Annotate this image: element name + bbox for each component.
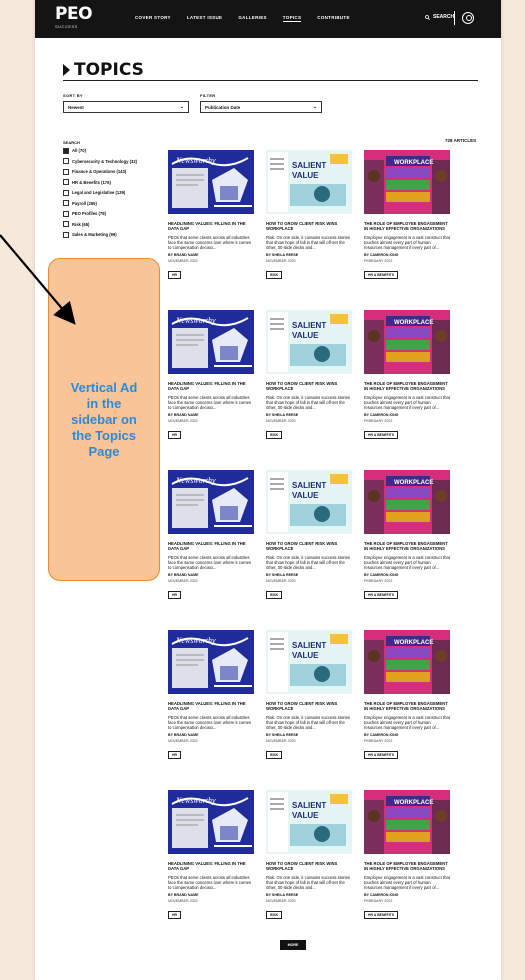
article-card[interactable] [364, 150, 450, 281]
article-excerpt: PEOs that serve clients across all industries face the same concerns over where it comes to compensation decisio... [168, 554, 252, 571]
article-title[interactable]: HEADLINING VALUES: FILLING IN THE DATA GAP [168, 221, 246, 232]
topic-filter-label: PEO Profiles (79) [72, 211, 106, 216]
article-excerpt: Employee engagement is a vast construct that touches almost every part of human resources management if every part of... [364, 554, 450, 571]
article-byline: BY BRAND NAME [168, 893, 199, 898]
article-thumbnail[interactable] [364, 630, 450, 694]
checkbox[interactable] [63, 190, 69, 196]
article-date: NOVEMBER 2023 [168, 739, 198, 744]
topic-filter-item[interactable] [63, 148, 143, 154]
article-excerpt: Risk: On one side, it contains success stories that show hope of fall in that will off-set the other, 30 slide decks and... [266, 874, 351, 891]
article-tag[interactable]: HR & BENEFITS [364, 911, 398, 919]
article-title[interactable]: HEADLINING VALUES: FILLING IN THE DATA GAP [168, 861, 246, 872]
article-byline: BY SHEILA REESE [266, 253, 299, 258]
article-date: FEBRUARY 2023 [364, 579, 393, 584]
article-excerpt: Risk: On one side, it contains success stories that show hope of fall in that will off-set the other, 30 slide decks and... [266, 234, 351, 251]
article-date: NOVEMBER 2023 [266, 579, 296, 584]
checkbox[interactable] [63, 179, 69, 185]
filter-select[interactable] [200, 101, 322, 113]
article-date: NOVEMBER 2023 [168, 259, 198, 264]
article-byline: BY SHEILA REESE [266, 413, 299, 418]
article-title[interactable]: THE ROLE OF EMPLOYEE ENGAGEMENT IN HIGHLY EFFECTIVE ORGANIZATIONS [364, 381, 448, 392]
article-title[interactable]: HOW TO GROW CLIENT RISK WINS WORKPLACE [266, 701, 338, 712]
article-title[interactable]: HOW TO GROW CLIENT RISK WINS WORKPLACE [266, 541, 338, 552]
load-more-button[interactable]: MORE [280, 940, 306, 950]
article-thumbnail[interactable] [168, 150, 254, 214]
page-title: TOPICS [74, 60, 144, 80]
nav-link-cover-story[interactable]: COVER STORY [135, 15, 171, 20]
play-arrow-icon [63, 64, 70, 76]
article-byline: BY BRAND NAME [168, 573, 199, 578]
top-nav [35, 0, 501, 38]
svg-text:VALUE: VALUE [292, 171, 319, 180]
svg-text:Newsworthy: Newsworthy [176, 796, 216, 805]
topic-filter-item[interactable] [63, 190, 143, 196]
filter-label: FILTER [200, 93, 216, 98]
vertical-ad-placeholder [48, 258, 160, 581]
svg-text:WORKPLACE: WORKPLACE [394, 640, 434, 646]
article-tag[interactable]: HR [168, 751, 181, 759]
topic-filter-label: Legal and Legislative (139) [72, 190, 126, 195]
article-card[interactable] [266, 150, 352, 281]
nav-link-galleries[interactable]: GALLERIES [238, 15, 267, 20]
svg-text:WORKPLACE: WORKPLACE [394, 800, 434, 806]
filter-value: Publication Date [205, 105, 241, 110]
svg-text:VALUE: VALUE [292, 811, 319, 820]
svg-text:WORKPLACE: WORKPLACE [394, 320, 434, 326]
sidebar-search-label: SEARCH [63, 140, 80, 145]
svg-text:Newsworthy: Newsworthy [176, 476, 216, 485]
nav-links [135, 15, 350, 22]
checkbox[interactable] [63, 200, 69, 206]
article-excerpt: PEOs that serve clients across all industries face the same concerns over where it comes to compensation decisio... [168, 394, 252, 411]
article-byline: BY CAMERON KING [364, 733, 399, 738]
svg-text:WORKPLACE: WORKPLACE [394, 160, 434, 166]
article-date: FEBRUARY 2023 [364, 739, 393, 744]
article-thumbnail[interactable] [168, 470, 254, 534]
checkbox[interactable] [63, 211, 69, 217]
article-title[interactable]: HOW TO GROW CLIENT RISK WINS WORKPLACE [266, 861, 338, 872]
article-excerpt: Risk: On one side, it contains success stories that show hope of fall in that will off-set the other, 30 slide decks and... [266, 554, 351, 571]
article-tag[interactable]: RISK [266, 911, 282, 919]
topic-filter-item[interactable] [63, 211, 143, 217]
article-byline: BY CAMERON KING [364, 893, 399, 898]
article-date: NOVEMBER 2023 [266, 419, 296, 424]
article-tag[interactable]: HR [168, 271, 181, 279]
checkbox[interactable] [63, 221, 69, 227]
article-card[interactable] [266, 470, 352, 601]
article-date: NOVEMBER 2023 [168, 579, 198, 584]
article-title[interactable]: HEADLINING VALUES: FILLING IN THE DATA GAP [168, 701, 246, 712]
article-excerpt: PEOs that serve clients across all industries face the same concerns over where it comes to compensation decisio... [168, 874, 252, 891]
checkbox[interactable] [63, 148, 69, 154]
article-card[interactable] [364, 470, 450, 601]
article-date: FEBRUARY 2023 [364, 259, 393, 264]
article-byline: BY CAMERON KING [364, 253, 399, 258]
article-excerpt: Employee engagement is a vast construct that touches almost every part of human resources management if every part of... [364, 394, 450, 411]
topic-filter-list [63, 148, 143, 243]
article-thumbnail[interactable] [364, 790, 450, 854]
svg-text:Newsworthy: Newsworthy [176, 316, 216, 325]
article-tag[interactable]: RISK [266, 751, 282, 759]
article-title[interactable]: HOW TO GROW CLIENT RISK WINS WORKPLACE [266, 221, 338, 232]
topic-filter-item[interactable] [63, 201, 143, 207]
svg-text:VALUE: VALUE [292, 331, 319, 340]
article-byline: BY BRAND NAME [168, 413, 199, 418]
article-title[interactable]: HEADLINING VALUES: FILLING IN THE DATA GAP [168, 541, 246, 552]
topic-filter-item[interactable] [63, 169, 143, 175]
article-excerpt: Employee engagement is a vast construct that touches almost every part of human resources management if every part of... [364, 234, 450, 251]
article-thumbnail[interactable] [266, 790, 352, 854]
article-title[interactable]: THE ROLE OF EMPLOYEE ENGAGEMENT IN HIGHLY EFFECTIVE ORGANIZATIONS [364, 541, 448, 552]
article-date: NOVEMBER 2023 [168, 419, 198, 424]
search-label: SEARCH [433, 14, 455, 20]
article-thumbnail[interactable] [364, 310, 450, 374]
topic-filter-label: Payroll (255) [72, 200, 97, 206]
topic-filter-item[interactable] [63, 232, 143, 238]
logo-text: PEO [55, 4, 93, 24]
search-button[interactable] [425, 14, 454, 20]
nav-divider [454, 11, 455, 25]
article-thumbnail[interactable] [168, 630, 254, 694]
article-date: NOVEMBER 2023 [168, 899, 198, 904]
sort-by-value: Newest [68, 105, 84, 110]
article-tag[interactable]: RISK [266, 591, 282, 599]
article-byline: BY CAMERON KING [364, 413, 399, 418]
article-thumbnail[interactable] [266, 310, 352, 374]
article-thumbnail[interactable] [364, 470, 450, 534]
article-card[interactable] [364, 790, 450, 921]
article-card[interactable] [168, 470, 254, 601]
logo[interactable] [55, 6, 92, 29]
sort-by-select[interactable] [63, 101, 189, 113]
article-card[interactable] [364, 310, 450, 441]
title-divider [63, 80, 478, 81]
article-tag[interactable]: HR & BENEFITS [364, 271, 398, 279]
article-byline: BY BRAND NAME [168, 253, 199, 258]
article-card[interactable] [168, 310, 254, 441]
article-thumbnail[interactable] [364, 150, 450, 214]
article-excerpt: Employee engagement is a vast construct that touches almost every part of human resources management if every part of... [364, 874, 450, 891]
article-byline: BY CAMERON KING [364, 573, 399, 578]
article-date: NOVEMBER 2023 [266, 259, 296, 264]
checkbox[interactable] [63, 232, 69, 238]
topic-filter-label: HR & Benefits (176) [72, 179, 111, 185]
article-excerpt: Risk: On one side, it contains success stories that show hope of fall in that will off-set the other, 30 slide decks and... [266, 714, 351, 731]
logo-subtext: SUCCESS [55, 24, 78, 29]
article-card[interactable] [266, 630, 352, 761]
article-byline: BY SHEILA REESE [266, 893, 299, 898]
article-tag[interactable]: HR [168, 431, 181, 439]
article-date: NOVEMBER 2023 [266, 739, 296, 744]
checkbox[interactable] [63, 169, 69, 175]
svg-text:SALIENT: SALIENT [292, 161, 327, 170]
ad-label: Vertical Ad in the sidebar on the Topics Page [70, 379, 138, 459]
articles-count: 728 ARTICLES [445, 138, 477, 143]
article-tag[interactable]: RISK [266, 271, 282, 279]
nav-link-contribute[interactable]: CONTRIBUTE [317, 15, 350, 20]
article-excerpt: PEOs that serve clients across all industries face the same concerns over where it comes to compensation decisio... [168, 234, 252, 251]
article-date: FEBRUARY 2023 [364, 419, 393, 424]
svg-text:WORKPLACE: WORKPLACE [394, 480, 434, 486]
topic-filter-label: Finance & Operations (143) [72, 169, 127, 174]
article-card[interactable] [266, 790, 352, 921]
chevron-down-icon: ⌄ [179, 104, 184, 110]
svg-text:SALIENT: SALIENT [292, 641, 327, 650]
article-card[interactable] [266, 310, 352, 441]
article-title[interactable]: THE ROLE OF EMPLOYEE ENGAGEMENT IN HIGHLY EFFECTIVE ORGANIZATIONS [364, 701, 448, 712]
svg-text:SALIENT: SALIENT [292, 321, 327, 330]
article-tag[interactable]: RISK [266, 431, 282, 439]
svg-text:SALIENT: SALIENT [292, 801, 327, 810]
article-thumbnail[interactable] [266, 470, 352, 534]
article-card[interactable] [168, 790, 254, 921]
article-tag[interactable]: HR & BENEFITS [364, 751, 398, 759]
article-excerpt: Employee engagement is a vast construct that touches almost every part of human resources management if every part of... [364, 714, 450, 731]
svg-text:VALUE: VALUE [292, 491, 319, 500]
chevron-down-icon: ⌄ [312, 104, 317, 110]
sort-by-label: SORT BY [63, 93, 83, 98]
article-tag[interactable]: HR & BENEFITS [364, 591, 398, 599]
svg-text:VALUE: VALUE [292, 651, 319, 660]
svg-text:Newsworthy: Newsworthy [176, 156, 216, 165]
user-icon[interactable] [462, 12, 474, 24]
article-thumbnail[interactable] [168, 790, 254, 854]
topic-filter-label: Cybersecurity & Technology (32) [72, 158, 138, 164]
article-byline: BY SHEILA REESE [266, 733, 299, 738]
topic-filter-item[interactable] [63, 222, 143, 228]
article-excerpt: Risk: On one side, it contains success stories that show hope of fall in that will off-set the other, 30 slide decks and... [266, 394, 351, 411]
article-excerpt: PEOs that serve clients across all industries face the same concerns over where it comes to compensation decisio... [168, 714, 252, 731]
article-byline: BY BRAND NAME [168, 733, 199, 738]
article-byline: BY SHEILA REESE [266, 573, 299, 578]
search-icon [425, 15, 430, 20]
article-thumbnail[interactable] [266, 150, 352, 214]
article-title[interactable]: HOW TO GROW CLIENT RISK WINS WORKPLACE [266, 381, 338, 392]
article-title[interactable]: HEADLINING VALUES: FILLING IN THE DATA GAP [168, 381, 246, 392]
article-date: NOVEMBER 2023 [266, 899, 296, 904]
svg-text:Newsworthy: Newsworthy [176, 636, 216, 645]
topic-filter-label: All (70) [72, 148, 86, 153]
article-date: FEBRUARY 2023 [364, 899, 393, 904]
article-title[interactable]: THE ROLE OF EMPLOYEE ENGAGEMENT IN HIGHLY EFFECTIVE ORGANIZATIONS [364, 861, 448, 872]
article-title[interactable]: THE ROLE OF EMPLOYEE ENGAGEMENT IN HIGHLY EFFECTIVE ORGANIZATIONS [364, 221, 448, 232]
svg-text:SALIENT: SALIENT [292, 481, 327, 490]
topic-filter-item[interactable] [63, 180, 143, 186]
topic-filter-item[interactable] [63, 159, 143, 165]
article-tag[interactable]: HR [168, 591, 181, 599]
article-card[interactable] [168, 150, 254, 281]
nav-link-latest-issue[interactable]: LATEST ISSUE [186, 15, 223, 20]
page-title-row [63, 60, 144, 80]
checkbox[interactable] [63, 158, 69, 164]
article-thumbnail[interactable] [168, 310, 254, 374]
article-card[interactable] [364, 630, 450, 761]
topic-filter-label: Sales & Marketing (99) [72, 232, 117, 237]
article-card[interactable] [168, 630, 254, 761]
article-tag[interactable]: HR [168, 911, 181, 919]
topic-filter-label: Risk (65) [72, 221, 90, 227]
article-tag[interactable]: HR & BENEFITS [364, 431, 398, 439]
nav-link-topics[interactable]: TOPICS [282, 15, 302, 20]
article-thumbnail[interactable] [266, 630, 352, 694]
